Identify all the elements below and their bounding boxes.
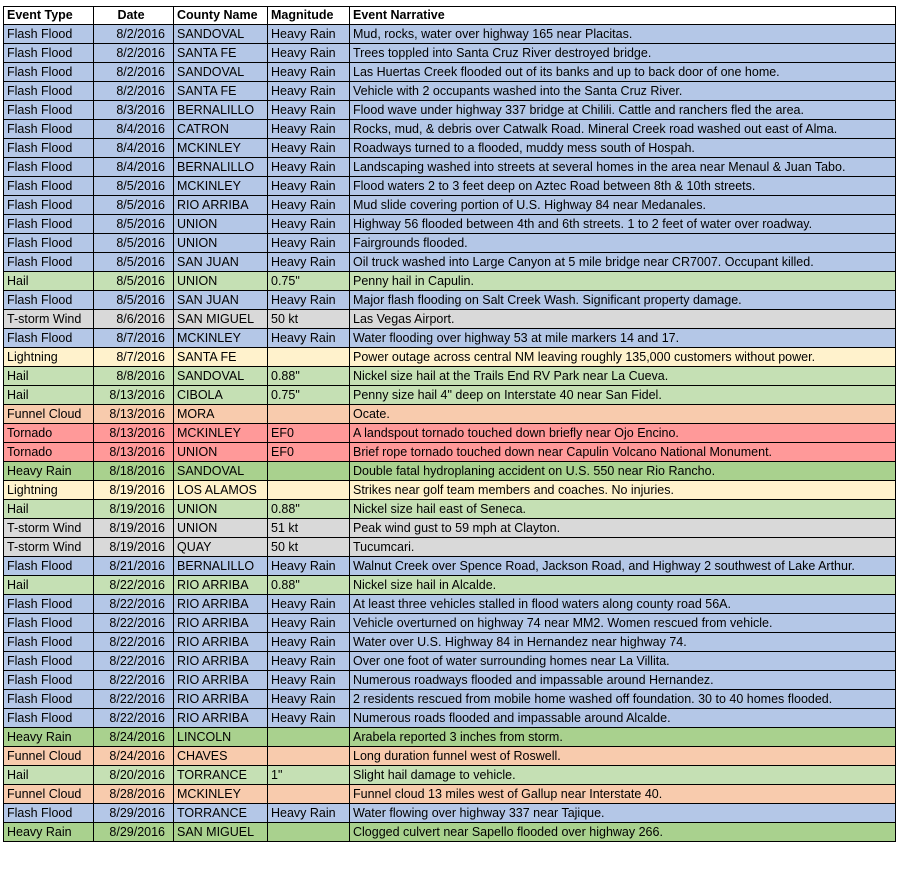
table-row (4, 462, 896, 481)
narrative-cell: Tucumcari. (350, 538, 896, 557)
table-row (4, 747, 896, 766)
table-body (4, 25, 896, 842)
county-cell: RIO ARRIBA (174, 671, 268, 690)
event-type-cell: Funnel Cloud (4, 405, 94, 424)
date-cell: 8/5/2016 (94, 177, 174, 196)
narrative-cell: Funnel cloud 13 miles west of Gallup near Interstate 40. (350, 785, 896, 804)
event-type-cell: Lightning (4, 481, 94, 500)
date-cell: 8/13/2016 (94, 443, 174, 462)
header-date: Date (94, 7, 174, 25)
magnitude-cell: Heavy Rain (268, 63, 350, 82)
date-cell: 8/2/2016 (94, 63, 174, 82)
magnitude-cell: Heavy Rain (268, 671, 350, 690)
magnitude-cell: Heavy Rain (268, 120, 350, 139)
narrative-cell: Strikes near golf team members and coaches. No injuries. (350, 481, 896, 500)
date-cell: 8/5/2016 (94, 253, 174, 272)
magnitude-cell: Heavy Rain (268, 44, 350, 63)
narrative-cell: Numerous roads flooded and impassable around Alcalde. (350, 709, 896, 728)
date-cell: 8/5/2016 (94, 234, 174, 253)
event-type-cell: Hail (4, 576, 94, 595)
magnitude-cell: Heavy Rain (268, 82, 350, 101)
date-cell: 8/20/2016 (94, 766, 174, 785)
event-type-cell: Flash Flood (4, 557, 94, 576)
magnitude-cell: Heavy Rain (268, 139, 350, 158)
table-row (4, 272, 896, 291)
table-row (4, 557, 896, 576)
event-type-cell: Hail (4, 367, 94, 386)
magnitude-cell: Heavy Rain (268, 291, 350, 310)
table-row (4, 25, 896, 44)
event-type-cell: Flash Flood (4, 158, 94, 177)
event-type-cell: Flash Flood (4, 690, 94, 709)
event-type-cell: Tornado (4, 443, 94, 462)
narrative-cell: Flood waters 2 to 3 feet deep on Aztec Road between 8th & 10th streets. (350, 177, 896, 196)
magnitude-cell: 0.88" (268, 500, 350, 519)
narrative-cell: Brief rope tornado touched down near Capulin Volcano National Monument. (350, 443, 896, 462)
narrative-cell: Double fatal hydroplaning accident on U.S. 550 near Rio Rancho. (350, 462, 896, 481)
table-row (4, 595, 896, 614)
date-cell: 8/7/2016 (94, 329, 174, 348)
county-cell: UNION (174, 234, 268, 253)
county-cell: UNION (174, 519, 268, 538)
date-cell: 8/2/2016 (94, 25, 174, 44)
magnitude-cell: Heavy Rain (268, 652, 350, 671)
county-cell: SANDOVAL (174, 367, 268, 386)
magnitude-cell (268, 823, 350, 842)
date-cell: 8/24/2016 (94, 728, 174, 747)
narrative-cell: Ocate. (350, 405, 896, 424)
county-cell: SAN MIGUEL (174, 310, 268, 329)
date-cell: 8/22/2016 (94, 671, 174, 690)
date-cell: 8/13/2016 (94, 386, 174, 405)
table-row (4, 139, 896, 158)
narrative-cell: Vehicle with 2 occupants washed into the Santa Cruz River. (350, 82, 896, 101)
magnitude-cell (268, 462, 350, 481)
table-row (4, 367, 896, 386)
date-cell: 8/28/2016 (94, 785, 174, 804)
county-cell: SANTA FE (174, 82, 268, 101)
table-row (4, 614, 896, 633)
county-cell: RIO ARRIBA (174, 690, 268, 709)
date-cell: 8/5/2016 (94, 291, 174, 310)
event-type-cell: Heavy Rain (4, 823, 94, 842)
magnitude-cell: Heavy Rain (268, 196, 350, 215)
narrative-cell: Walnut Creek over Spence Road, Jackson Road, and Highway 2 southwest of Lake Arthur. (350, 557, 896, 576)
narrative-cell: A landspout tornado touched down briefly near Ojo Encino. (350, 424, 896, 443)
county-cell: LOS ALAMOS (174, 481, 268, 500)
event-type-cell: Lightning (4, 348, 94, 367)
event-type-cell: Heavy Rain (4, 462, 94, 481)
date-cell: 8/5/2016 (94, 272, 174, 291)
magnitude-cell: Heavy Rain (268, 614, 350, 633)
event-type-cell: Heavy Rain (4, 728, 94, 747)
table-row (4, 101, 896, 120)
event-type-cell: Flash Flood (4, 291, 94, 310)
county-cell: SAN MIGUEL (174, 823, 268, 842)
county-cell: BERNALILLO (174, 101, 268, 120)
magnitude-cell: Heavy Rain (268, 234, 350, 253)
table-row (4, 671, 896, 690)
date-cell: 8/7/2016 (94, 348, 174, 367)
event-type-cell: Flash Flood (4, 63, 94, 82)
date-cell: 8/2/2016 (94, 44, 174, 63)
narrative-cell: Clogged culvert near Sapello flooded over highway 266. (350, 823, 896, 842)
county-cell: RIO ARRIBA (174, 652, 268, 671)
magnitude-cell: Heavy Rain (268, 329, 350, 348)
narrative-cell: Vehicle overturned on highway 74 near MM2. Women rescued from vehicle. (350, 614, 896, 633)
narrative-cell: Penny size hail 4" deep on Interstate 40 near San Fidel. (350, 386, 896, 405)
county-cell: CIBOLA (174, 386, 268, 405)
date-cell: 8/5/2016 (94, 215, 174, 234)
date-cell: 8/4/2016 (94, 158, 174, 177)
header-county-name: County Name (174, 7, 268, 25)
table-row (4, 538, 896, 557)
table-row (4, 804, 896, 823)
narrative-cell: At least three vehicles stalled in flood waters along county road 56A. (350, 595, 896, 614)
narrative-cell: Roadways turned to a flooded, muddy mess south of Hospah. (350, 139, 896, 158)
magnitude-cell (268, 405, 350, 424)
county-cell: MCKINLEY (174, 329, 268, 348)
date-cell: 8/19/2016 (94, 481, 174, 500)
event-type-cell: Flash Flood (4, 101, 94, 120)
magnitude-cell: 1" (268, 766, 350, 785)
county-cell: CHAVES (174, 747, 268, 766)
event-type-cell: Flash Flood (4, 329, 94, 348)
magnitude-cell: Heavy Rain (268, 557, 350, 576)
event-type-cell: Flash Flood (4, 804, 94, 823)
event-type-cell: T-storm Wind (4, 538, 94, 557)
event-type-cell: Flash Flood (4, 215, 94, 234)
narrative-cell: Water flowing over highway 337 near Tajique. (350, 804, 896, 823)
county-cell: UNION (174, 500, 268, 519)
magnitude-cell: 0.75" (268, 272, 350, 291)
table-row (4, 443, 896, 462)
table-row (4, 785, 896, 804)
event-type-cell: Flash Flood (4, 633, 94, 652)
magnitude-cell (268, 747, 350, 766)
event-type-cell: Flash Flood (4, 139, 94, 158)
magnitude-cell (268, 728, 350, 747)
table-row (4, 215, 896, 234)
narrative-cell: Major flash flooding on Salt Creek Wash. Significant property damage. (350, 291, 896, 310)
date-cell: 8/22/2016 (94, 652, 174, 671)
table-row (4, 63, 896, 82)
county-cell: RIO ARRIBA (174, 614, 268, 633)
date-cell: 8/22/2016 (94, 576, 174, 595)
event-type-cell: Funnel Cloud (4, 785, 94, 804)
table-row (4, 310, 896, 329)
magnitude-cell (268, 481, 350, 500)
date-cell: 8/19/2016 (94, 500, 174, 519)
event-type-cell: T-storm Wind (4, 519, 94, 538)
narrative-cell: Trees toppled into Santa Cruz River destroyed bridge. (350, 44, 896, 63)
narrative-cell: Landscaping washed into streets at several homes in the area near Menaul & Juan Tabo. (350, 158, 896, 177)
table-row (4, 481, 896, 500)
table-row (4, 234, 896, 253)
table-row (4, 728, 896, 747)
table-row (4, 709, 896, 728)
county-cell: SAN JUAN (174, 253, 268, 272)
county-cell: MCKINLEY (174, 139, 268, 158)
table-row (4, 405, 896, 424)
narrative-cell: 2 residents rescued from mobile home washed off foundation. 30 to 40 homes flooded. (350, 690, 896, 709)
event-type-cell: Flash Flood (4, 652, 94, 671)
table-row (4, 766, 896, 785)
narrative-cell: Fairgrounds flooded. (350, 234, 896, 253)
event-type-cell: Flash Flood (4, 25, 94, 44)
magnitude-cell: 0.75" (268, 386, 350, 405)
narrative-cell: Mud slide covering portion of U.S. Highway 84 near Medanales. (350, 196, 896, 215)
county-cell: UNION (174, 215, 268, 234)
date-cell: 8/21/2016 (94, 557, 174, 576)
date-cell: 8/2/2016 (94, 82, 174, 101)
county-cell: UNION (174, 443, 268, 462)
county-cell: SANDOVAL (174, 462, 268, 481)
county-cell: MCKINLEY (174, 424, 268, 443)
event-type-cell: Flash Flood (4, 196, 94, 215)
narrative-cell: Oil truck washed into Large Canyon at 5 mile bridge near CR7007. Occupant killed. (350, 253, 896, 272)
magnitude-cell: EF0 (268, 424, 350, 443)
event-type-cell: Flash Flood (4, 253, 94, 272)
narrative-cell: Highway 56 flooded between 4th and 6th streets. 1 to 2 feet of water over roadway. (350, 215, 896, 234)
event-type-cell: Flash Flood (4, 595, 94, 614)
county-cell: SANDOVAL (174, 63, 268, 82)
county-cell: BERNALILLO (174, 557, 268, 576)
narrative-cell: Mud, rocks, water over highway 165 near Placitas. (350, 25, 896, 44)
header-event-type: Event Type (4, 7, 94, 25)
narrative-cell: Las Huertas Creek flooded out of its banks and up to back door of one home. (350, 63, 896, 82)
narrative-cell: Slight hail damage to vehicle. (350, 766, 896, 785)
county-cell: SAN JUAN (174, 291, 268, 310)
table-row (4, 158, 896, 177)
event-type-cell: Hail (4, 272, 94, 291)
county-cell: MCKINLEY (174, 177, 268, 196)
table-row (4, 519, 896, 538)
county-cell: RIO ARRIBA (174, 196, 268, 215)
table-row (4, 44, 896, 63)
date-cell: 8/13/2016 (94, 405, 174, 424)
table-row (4, 253, 896, 272)
narrative-cell: Nickel size hail east of Seneca. (350, 500, 896, 519)
header-row (4, 7, 896, 25)
table-row (4, 424, 896, 443)
magnitude-cell: 51 kt (268, 519, 350, 538)
date-cell: 8/8/2016 (94, 367, 174, 386)
magnitude-cell: 0.88" (268, 576, 350, 595)
magnitude-cell: Heavy Rain (268, 595, 350, 614)
magnitude-cell: Heavy Rain (268, 633, 350, 652)
date-cell: 8/13/2016 (94, 424, 174, 443)
narrative-cell: Over one foot of water surrounding homes near La Villita. (350, 652, 896, 671)
narrative-cell: Nickel size hail in Alcalde. (350, 576, 896, 595)
county-cell: RIO ARRIBA (174, 576, 268, 595)
narrative-cell: Penny hail in Capulin. (350, 272, 896, 291)
narrative-cell: Power outage across central NM leaving roughly 135,000 customers without power. (350, 348, 896, 367)
narrative-cell: Long duration funnel west of Roswell. (350, 747, 896, 766)
table-row (4, 500, 896, 519)
county-cell: RIO ARRIBA (174, 633, 268, 652)
magnitude-cell: 0.88" (268, 367, 350, 386)
date-cell: 8/22/2016 (94, 614, 174, 633)
date-cell: 8/24/2016 (94, 747, 174, 766)
county-cell: CATRON (174, 120, 268, 139)
event-type-cell: Flash Flood (4, 120, 94, 139)
date-cell: 8/22/2016 (94, 709, 174, 728)
magnitude-cell: Heavy Rain (268, 25, 350, 44)
magnitude-cell: 50 kt (268, 538, 350, 557)
event-type-cell: Flash Flood (4, 82, 94, 101)
table-row (4, 291, 896, 310)
narrative-cell: Rocks, mud, & debris over Catwalk Road. Mineral Creek road washed out east of Alma. (350, 120, 896, 139)
magnitude-cell: Heavy Rain (268, 101, 350, 120)
table-row (4, 177, 896, 196)
narrative-cell: Las Vegas Airport. (350, 310, 896, 329)
county-cell: SANDOVAL (174, 25, 268, 44)
magnitude-cell: Heavy Rain (268, 215, 350, 234)
narrative-cell: Arabela reported 3 inches from storm. (350, 728, 896, 747)
county-cell: UNION (174, 272, 268, 291)
event-type-cell: Flash Flood (4, 709, 94, 728)
date-cell: 8/22/2016 (94, 595, 174, 614)
event-type-cell: Flash Flood (4, 234, 94, 253)
table-row (4, 633, 896, 652)
date-cell: 8/5/2016 (94, 196, 174, 215)
date-cell: 8/19/2016 (94, 519, 174, 538)
event-type-cell: Hail (4, 386, 94, 405)
magnitude-cell: Heavy Rain (268, 690, 350, 709)
table-row (4, 652, 896, 671)
event-type-cell: Flash Flood (4, 177, 94, 196)
magnitude-cell (268, 348, 350, 367)
magnitude-cell: Heavy Rain (268, 253, 350, 272)
header-magnitude: Magnitude (268, 7, 350, 25)
header-event-narrative: Event Narrative (350, 7, 896, 25)
date-cell: 8/29/2016 (94, 804, 174, 823)
magnitude-cell: Heavy Rain (268, 804, 350, 823)
event-type-cell: Flash Flood (4, 44, 94, 63)
county-cell: TORRANCE (174, 766, 268, 785)
county-cell: TORRANCE (174, 804, 268, 823)
narrative-cell: Numerous roadways flooded and impassable around Hernandez. (350, 671, 896, 690)
event-type-cell: Tornado (4, 424, 94, 443)
narrative-cell: Peak wind gust to 59 mph at Clayton. (350, 519, 896, 538)
date-cell: 8/6/2016 (94, 310, 174, 329)
county-cell: BERNALILLO (174, 158, 268, 177)
county-cell: MCKINLEY (174, 785, 268, 804)
county-cell: MORA (174, 405, 268, 424)
narrative-cell: Nickel size hail at the Trails End RV Park near La Cueva. (350, 367, 896, 386)
event-type-cell: T-storm Wind (4, 310, 94, 329)
magnitude-cell: 50 kt (268, 310, 350, 329)
narrative-cell: Water over U.S. Highway 84 in Hernandez near highway 74. (350, 633, 896, 652)
table-row (4, 576, 896, 595)
event-type-cell: Hail (4, 500, 94, 519)
table-row (4, 120, 896, 139)
table-row (4, 690, 896, 709)
event-type-cell: Flash Flood (4, 671, 94, 690)
county-cell: RIO ARRIBA (174, 709, 268, 728)
table-row (4, 386, 896, 405)
date-cell: 8/4/2016 (94, 120, 174, 139)
table-row (4, 329, 896, 348)
magnitude-cell: Heavy Rain (268, 158, 350, 177)
county-cell: QUAY (174, 538, 268, 557)
date-cell: 8/22/2016 (94, 690, 174, 709)
table-row (4, 196, 896, 215)
event-type-cell: Funnel Cloud (4, 747, 94, 766)
magnitude-cell (268, 785, 350, 804)
magnitude-cell: EF0 (268, 443, 350, 462)
date-cell: 8/3/2016 (94, 101, 174, 120)
county-cell: RIO ARRIBA (174, 595, 268, 614)
event-type-cell: Flash Flood (4, 614, 94, 633)
table-row (4, 348, 896, 367)
magnitude-cell: Heavy Rain (268, 177, 350, 196)
event-type-cell: Hail (4, 766, 94, 785)
county-cell: LINCOLN (174, 728, 268, 747)
table-row (4, 82, 896, 101)
narrative-cell: Water flooding over highway 53 at mile markers 14 and 17. (350, 329, 896, 348)
county-cell: SANTA FE (174, 44, 268, 63)
date-cell: 8/29/2016 (94, 823, 174, 842)
events-table (3, 6, 896, 842)
table-row (4, 823, 896, 842)
magnitude-cell: Heavy Rain (268, 709, 350, 728)
date-cell: 8/4/2016 (94, 139, 174, 158)
date-cell: 8/22/2016 (94, 633, 174, 652)
date-cell: 8/18/2016 (94, 462, 174, 481)
narrative-cell: Flood wave under highway 337 bridge at Chilili. Cattle and ranchers fled the area. (350, 101, 896, 120)
county-cell: SANTA FE (174, 348, 268, 367)
date-cell: 8/19/2016 (94, 538, 174, 557)
